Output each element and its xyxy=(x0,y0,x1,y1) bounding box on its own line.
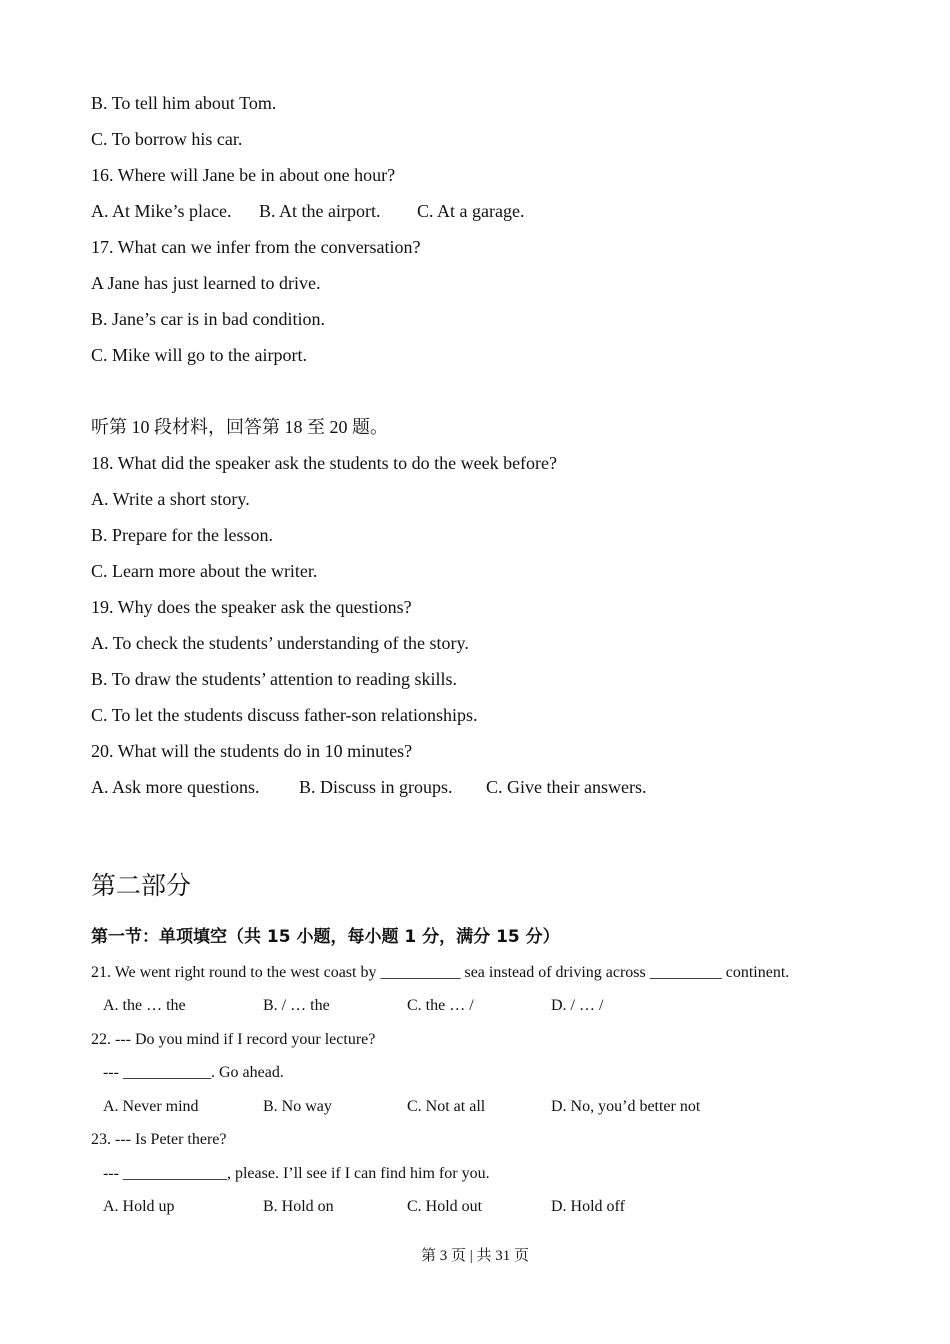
q18-option-b: B. Prepare for the lesson. xyxy=(91,525,273,545)
q19-question: 19. Why does the speaker ask the questions? xyxy=(91,597,412,617)
option: C. At a garage. xyxy=(417,201,525,221)
q17-question: 17. What can we infer from the conversation? xyxy=(91,237,421,257)
option: C. the … / xyxy=(407,997,474,1014)
q19-option-b: B. To draw the students’ attention to reading skills. xyxy=(91,669,458,689)
option: A. At Mike’s place. xyxy=(91,201,232,221)
q22-reply: --- ___________. Go ahead. xyxy=(103,1064,284,1081)
q21-question: 21. We went right round to the west coast by __________ sea instead of driving across _________ continent. xyxy=(91,964,790,981)
instruction: 听第 10 段材料，回答第 18 至 20 题。 xyxy=(91,417,388,437)
option: C. Not at all xyxy=(407,1098,486,1115)
option: A. Ask more questions. xyxy=(91,777,260,797)
option: A. Never mind xyxy=(103,1098,199,1115)
q18-option-c: C. Learn more about the writer. xyxy=(91,561,318,581)
option: D. / … / xyxy=(551,997,604,1014)
option: A. Hold up xyxy=(103,1198,175,1215)
option: C. Give their answers. xyxy=(486,777,647,797)
q23-question: 23. --- Is Peter there? xyxy=(91,1131,227,1148)
q16-options xyxy=(91,200,524,222)
q23-reply: --- _____________, please. I’ll see if I can find him for you. xyxy=(103,1165,490,1182)
q17-option-c: C. Mike will go to the airport. xyxy=(91,345,307,365)
option: B. At the airport. xyxy=(259,201,381,221)
q16-question: 16. Where will Jane be in about one hour? xyxy=(91,165,396,185)
option: D. Hold off xyxy=(551,1198,625,1215)
q17-option-a: A Jane has just learned to drive. xyxy=(91,273,321,293)
option: B. / … the xyxy=(263,997,330,1014)
q19-option-a: A. To check the students’ understanding of the story. xyxy=(91,633,469,653)
q21-options xyxy=(103,996,603,1016)
q15-option-b: B. To tell him about Tom. xyxy=(91,93,277,113)
q15-option-c: C. To borrow his car. xyxy=(91,129,243,149)
option: C. Hold out xyxy=(407,1198,483,1215)
option: A. the … the xyxy=(103,997,186,1014)
q18-option-a: A. Write a short story. xyxy=(91,489,250,509)
q17-option-b: B. Jane’s car is in bad condition. xyxy=(91,309,325,329)
option: B. No way xyxy=(263,1098,332,1115)
option: B. Hold on xyxy=(263,1198,334,1215)
q20-options xyxy=(91,776,646,798)
q18-question: 18. What did the speaker ask the students to do the week before? xyxy=(91,453,558,473)
part-title: 第二部分 xyxy=(91,871,192,900)
section-title: 第一节：单项填空（共 15 小题，每小题 1 分，满分 15 分） xyxy=(91,927,560,947)
q20-question: 20. What will the students do in 10 minutes? xyxy=(91,741,413,761)
option: D. No, you’d better not xyxy=(551,1098,701,1115)
page-footer: 第 3 页 | 共 31 页 xyxy=(420,1248,529,1264)
q19-option-c: C. To let the students discuss father-son relationships. xyxy=(91,705,478,725)
q22-options xyxy=(103,1097,700,1117)
q23-options xyxy=(103,1197,625,1217)
option: B. Discuss in groups. xyxy=(299,777,453,797)
q22-question: 22. --- Do you mind if I record your lecture? xyxy=(91,1031,376,1048)
